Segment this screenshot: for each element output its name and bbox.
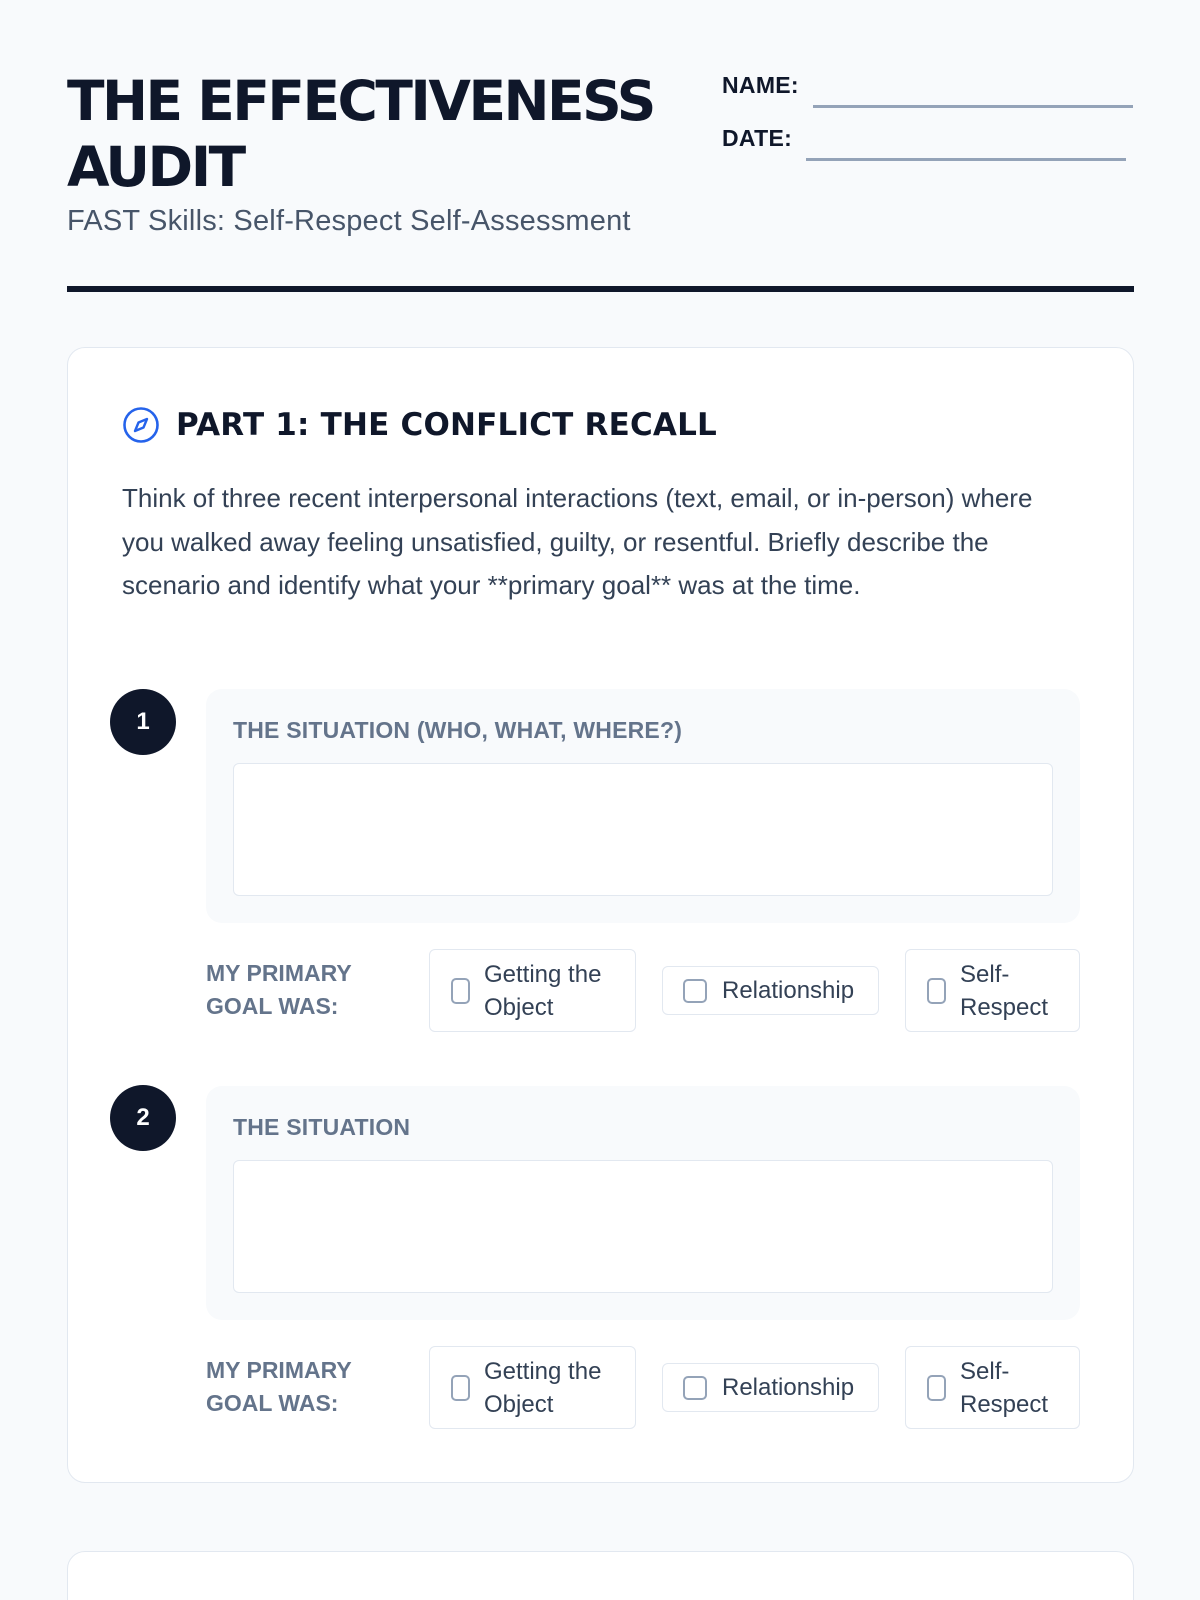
situation-label: THE SITUATION xyxy=(233,1114,411,1140)
situation-panel xyxy=(206,689,1080,923)
goal-option-label: Relationship xyxy=(722,1374,855,1401)
goal-option-object[interactable] xyxy=(429,1346,636,1429)
goal-option-relationship[interactable] xyxy=(662,966,879,1015)
checkbox[interactable] xyxy=(683,1376,707,1400)
goal-option-self-respect[interactable] xyxy=(905,1346,1080,1429)
checkbox[interactable] xyxy=(927,1375,946,1401)
goal-option-self-respect[interactable] xyxy=(905,949,1080,1032)
situation-panel xyxy=(206,1086,1080,1320)
situation-input[interactable] xyxy=(233,1160,1053,1293)
goal-option-label: Getting the Object xyxy=(484,1357,602,1418)
worksheet-header xyxy=(67,0,1134,296)
compass-icon xyxy=(122,406,160,444)
checkbox[interactable] xyxy=(451,978,470,1004)
entry-number-badge: 2 xyxy=(110,1085,176,1151)
part1-instructions: Think of three recent interpersonal interactions (text, email, or in-person) where you walked away feeling unsatisfied, guilty, or resentful. Briefly describe the scenario and identify what your **primary goal** was at the time. xyxy=(122,483,1033,600)
date-field-row xyxy=(722,125,1126,152)
part1-heading xyxy=(122,406,717,444)
date-label: DATE: xyxy=(722,125,793,151)
goal-option-label: Relationship xyxy=(722,977,855,1004)
checkbox[interactable] xyxy=(683,979,707,1003)
date-field[interactable] xyxy=(806,158,1126,161)
next-section-card xyxy=(67,1551,1134,1600)
entry-number-badge: 1 xyxy=(110,689,176,755)
goal-option-label: Getting the Object xyxy=(484,960,602,1021)
header-divider xyxy=(67,286,1134,292)
goal-option-relationship[interactable] xyxy=(662,1363,879,1412)
page-title: THE EFFECTIVENESS AUDIT xyxy=(67,69,654,199)
goal-option-label: Self-Respect xyxy=(960,960,1049,1021)
goal-option-label: Self-Respect xyxy=(960,1357,1049,1418)
goal-label: MY PRIMARY GOAL WAS: xyxy=(206,960,352,1019)
name-field-row xyxy=(722,72,1133,99)
name-label: NAME: xyxy=(722,72,799,98)
worksheet-page xyxy=(67,0,1134,1418)
part1-title: PART 1: THE CONFLICT RECALL xyxy=(176,407,717,443)
goal-option-object[interactable] xyxy=(429,949,636,1032)
situation-label: THE SITUATION (WHO, WHAT, WHERE?) xyxy=(233,717,683,743)
name-field[interactable] xyxy=(813,105,1133,108)
situation-input[interactable] xyxy=(233,763,1053,896)
checkbox[interactable] xyxy=(927,978,946,1004)
goal-label: MY PRIMARY GOAL WAS: xyxy=(206,1357,352,1416)
checkbox[interactable] xyxy=(451,1375,470,1401)
page-subtitle: FAST Skills: Self-Respect Self-Assessment xyxy=(67,205,631,237)
